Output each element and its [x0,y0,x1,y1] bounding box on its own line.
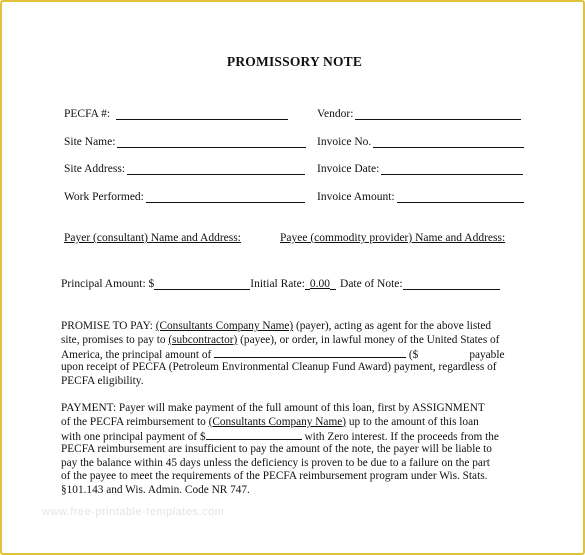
vendor-field[interactable] [317,108,521,120]
date-of-note-line[interactable] [403,279,500,290]
promise-paragraph [61,320,504,388]
promise-line [61,334,504,348]
watermark: www.free-printable-templates.com [42,506,225,518]
principal-amount-words-line[interactable] [214,347,406,358]
invoice-no-label: Invoice No. [317,136,372,148]
promise-line: upon receipt of PECFA (Petroleum Environmental Cleanup Fund Award) payment, regardless of [61,361,497,374]
work-performed-line[interactable] [146,192,305,203]
site-address-field[interactable] [64,163,305,175]
interest-rate-pad-right [330,279,336,290]
payment-amount-line[interactable] [206,429,302,440]
pecfa-line[interactable] [116,109,288,120]
invoice-no-line[interactable] [373,137,524,148]
invoice-date-label: Invoice Date: [317,163,380,175]
payment-text: of the PECFA reimbursement to [61,415,209,428]
payment-line: PAYMENT: Payer will make payment of the full amount of this loan, first by ASSIGNMENT [61,402,485,414]
payment-text: with Zero interest. If the proceeds from the [301,431,499,444]
payment-line: PECFA reimbursement are insufficient to pay the amount of the note, the payer will be liable to [61,443,492,456]
principal-row [61,278,500,290]
invoice-date-field[interactable] [317,163,523,175]
site-address-line[interactable] [127,164,305,175]
interest-rate-value[interactable]: 0.00 [309,278,331,290]
principal-amount-label: Principal Amount: $ [61,278,155,290]
site-name-field[interactable] [64,136,306,148]
principal-amount-line[interactable] [154,279,250,290]
payment-text: with one principal payment of $ [61,431,206,444]
promise-text: (payer), acting as agent for the above listed [293,320,492,332]
payer-company-name[interactable]: (Consultants Company Name) [155,320,294,332]
payee-heading: Payee (commodity provider) Name and Address: [280,232,506,244]
interest-rate-label: Initial Rate: [250,278,305,290]
principal-figure-prefix: ($ [408,349,419,362]
work-performed-label: Work Performed: [64,191,144,203]
assignee-company-name[interactable]: (Consultants Company Name) [208,415,347,428]
promise-text: (payee), or order, in lawful money of the United States of [237,333,500,346]
document-title: PROMISSORY NOTE [226,54,363,69]
promise-text: site, promises to pay to [61,333,169,346]
promise-line [61,347,504,361]
site-name-label: Site Name: [64,136,116,148]
payment-line: of the payee to meet the requirements of the PECFA reimbursement program under Wis. Stats. [61,470,488,483]
work-performed-field[interactable] [64,191,305,203]
payment-line [61,429,499,443]
payment-line [61,416,499,430]
date-of-note-label: Date of Note: [340,278,403,290]
payment-line: pay the balance within 45 days unless the deficiency is proven to be due to a failure on the part [61,456,490,469]
promise-heading: PROMISE TO PAY: [61,320,156,332]
invoice-amount-label: Invoice Amount: [317,191,395,203]
subcontractor-name[interactable]: (subcontractor) [168,333,238,346]
payer-heading: Payer (consultant) Name and Address: [64,232,241,244]
payment-text: up to the amount of this loan [346,415,479,428]
pecfa-label: PECFA #: [64,108,111,120]
site-address-label: Site Address: [64,163,126,175]
promise-text: payable [469,349,505,362]
pecfa-field[interactable] [64,108,288,120]
invoice-no-field[interactable] [317,136,524,148]
payment-line: §101.143 and Wis. Admin. Code NR 747. [61,484,250,497]
site-name-line[interactable] [117,137,306,148]
payment-paragraph [61,402,499,498]
promise-line: PECFA eligibility. [61,374,144,387]
vendor-line[interactable] [355,109,521,120]
invoice-amount-line[interactable] [397,192,524,203]
invoice-amount-field[interactable] [317,191,524,203]
promise-text: America, the principal amount of [61,349,215,362]
promise-line [61,320,504,334]
vendor-label: Vendor: [317,108,354,120]
invoice-date-line[interactable] [381,164,523,175]
